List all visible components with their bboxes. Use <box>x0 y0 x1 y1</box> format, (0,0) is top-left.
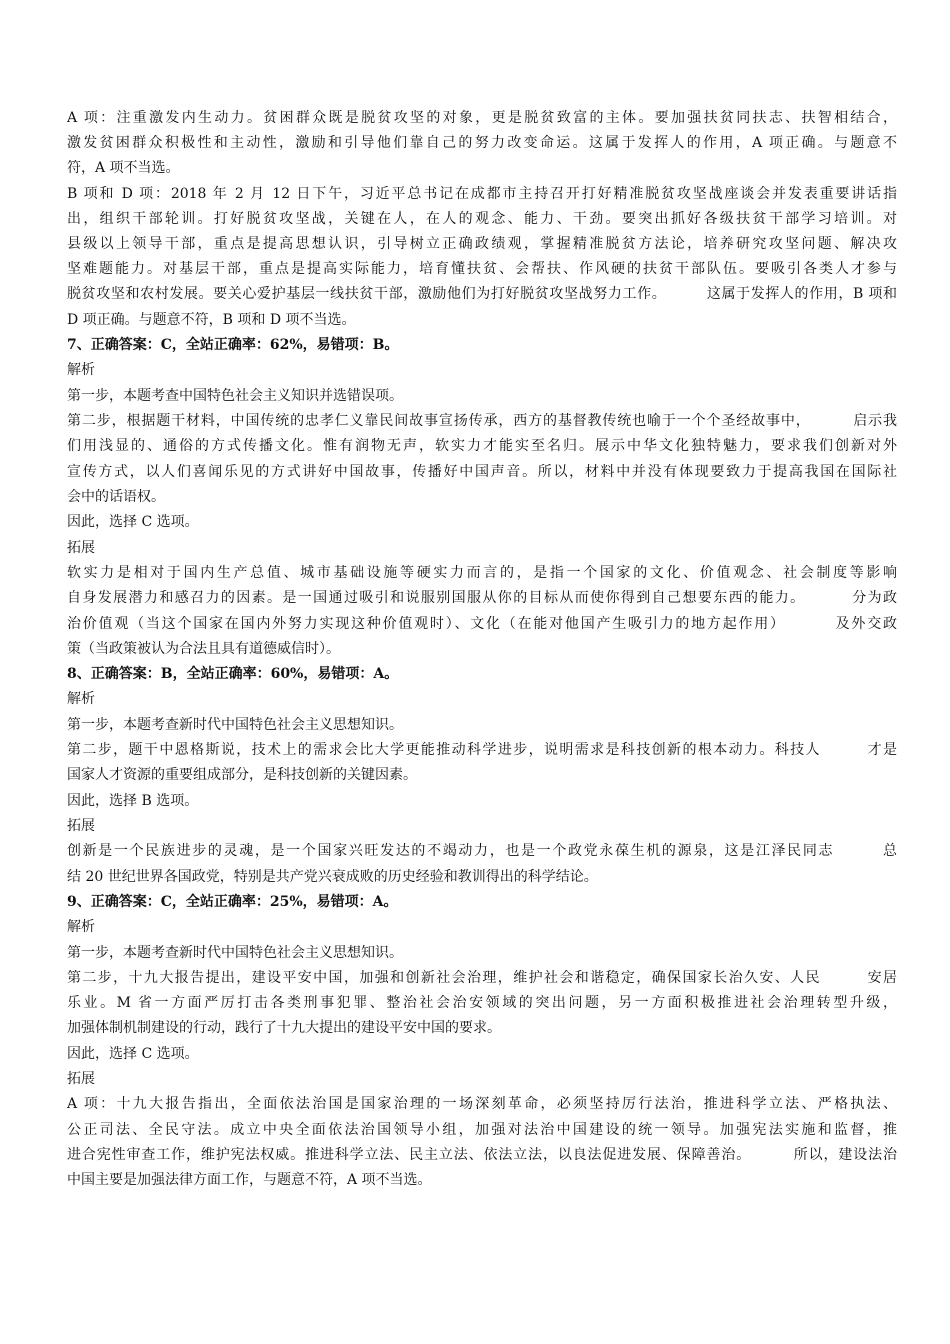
text-line: 激发贫困群众积极性和主动性，激励和引导他们靠自己的努力改变命运。这属于发挥人的作用，A 项正确。与题意不 <box>67 135 897 151</box>
section-label-extension: 拓展 <box>67 1071 95 1087</box>
text-line: 结 20 世纪世界各国政党，特别是共产党兴衰成败的历史经验和教训得出的科学结论。 <box>67 869 598 885</box>
text-line: 第二步，根据题干材料，中国传统的忠孝仁义靠民间故事宣扬传承，西方的基督教传统也喻于一个个圣经故事中， 启示我 <box>67 413 897 429</box>
section-label-analysis: 解析 <box>67 691 95 707</box>
section-label-extension: 拓展 <box>67 818 95 834</box>
text-line: 策（当政策被认为合法且具有道德威信时）。 <box>67 641 340 657</box>
text-line: 软实力是相对于国内生产总值、城市基础设施等硬实力而言的，是指一个国家的文化、价值观念、社会制度等影响 <box>67 565 897 581</box>
answer-heading-7: 7、正确答案：C，全站正确率：62%，易错项：B。 <box>67 337 399 353</box>
text-line: 因此，选择 B 选项。 <box>67 793 199 809</box>
text-line: 治价值观（当这个国家在国内外努力实现这种价值观时）、文化（在能对他国产生吸引力的地方起作用） 及外交政 <box>67 616 897 632</box>
section-label-analysis: 解析 <box>67 919 95 935</box>
text-line: 出，组织干部轮训。打好脱贫攻坚战，关键在人，在人的观念、能力、干劲。要突出抓好各级扶贫干部学习培训。对 <box>67 211 897 227</box>
text-line: 宣传方式，以人们喜闻乐见的方式讲好中国故事，传播好中国声音。所以，材料中并没有体现要致力于提高我国在国际社 <box>67 464 897 480</box>
text-line: 县级以上领导干部，重点是提高思想认识，引导树立正确政绩观，掌握精准脱贫方法论，培养研究攻坚问题、解决攻 <box>67 236 897 252</box>
text-line: 乐业。M 省一方面严厉打击各类刑事犯罪、整治社会治安领域的突出问题，另一方面积极推进社会治理转型升级， <box>67 995 897 1011</box>
text-line: 们用浅显的、通俗的方式传播文化。惟有润物无声，软实力才能实至名归。展示中华文化独特魅力，要求我们创新对外 <box>67 438 897 454</box>
answer-heading-9: 9、正确答案：C，全站正确率：25%，易错项：A。 <box>67 894 398 910</box>
text-line: 坚难题能力。对基层干部，重点是提高实际能力，培育懂扶贫、会帮扶、作风硬的扶贫干部队伍。要吸引各类人才参与 <box>67 261 897 277</box>
text-line: B 项和 D 项：2018 年 2 月 12 日下午，习近平总书记在成都市主持召开打好精准脱贫攻坚战座谈会并发表重要讲话指 <box>67 186 897 202</box>
answer-heading-8: 8、正确答案：B，全站正确率：60%，易错项：A。 <box>67 666 399 682</box>
text-line: 第一步，本题考查中国特色社会主义知识并选错误项。 <box>67 388 403 404</box>
text-line: A 项：十九大报告指出，全面依法治国是国家治理的一场深刻革命，必须坚持厉行法治，推进科学立法、严格执法、 <box>67 1096 897 1112</box>
section-label-extension: 拓展 <box>67 540 95 556</box>
text-line: 公正司法、全民守法。成立中央全面依法治国领导小组，加强对法治中国建设的统一领导。加强宪法实施和监督，推 <box>67 1122 897 1138</box>
text-line: 脱贫攻坚和农村发展。要关心爱护基层一线扶贫干部，激励他们为打好脱贫攻坚战努力工作。 这属于发挥人的作用，B 项和 <box>67 286 897 302</box>
text-line: 中国主要是加强法律方面工作，与题意不符，A 项不当选。 <box>67 1172 432 1188</box>
text-line: D 项正确。与题意不符，B 项和 D 项不当选。 <box>67 312 356 328</box>
section-label-analysis: 解析 <box>67 362 95 378</box>
text-line: 因此，选择 C 选项。 <box>67 1046 199 1062</box>
text-line: 因此，选择 C 选项。 <box>67 514 199 530</box>
text-line: 国家人才资源的重要组成部分，是科技创新的关键因素。 <box>67 767 417 783</box>
text-line: 创新是一个民族进步的灵魂，是一个国家兴旺发达的不竭动力，也是一个政党永葆生机的源泉，这是江泽民同志 总 <box>67 843 897 859</box>
text-line: A 项：注重激发内生动力。贫困群众既是脱贫攻坚的对象，更是脱贫致富的主体。要加强扶贫同扶志、扶智相结合， <box>67 110 897 126</box>
text-line: 进合宪性审查工作，维护宪法权威。推进科学立法、民主立法、依法立法，以良法促进发展、保障善治。 所以，建设法治 <box>67 1147 897 1163</box>
text-line: 加强体制机制建设的行动，践行了十九大提出的建设平安中国的要求。 <box>67 1020 501 1036</box>
text-line: 第一步，本题考查新时代中国特色社会主义思想知识。 <box>67 945 403 961</box>
text-line: 自身发展潜力和感召力的因素。是一国通过吸引和说服别国服从你的目标从而使你得到自己想要东西的能力。 分为政 <box>67 590 897 606</box>
text-line: 第二步，题干中恩格斯说，技术上的需求会比大学更能推动科学进步，说明需求是科技创新的根本动力。科技人 才是 <box>67 742 897 758</box>
text-line: 第一步，本题考查新时代中国特色社会主义思想知识。 <box>67 717 403 733</box>
text-line: 符，A 项不当选。 <box>67 160 180 176</box>
text-line: 会中的话语权。 <box>67 489 165 505</box>
text-line: 第二步，十九大报告提出，建设平安中国，加强和创新社会治理，维护社会和谐稳定，确保国家长治久安、人民 安居 <box>67 970 897 986</box>
